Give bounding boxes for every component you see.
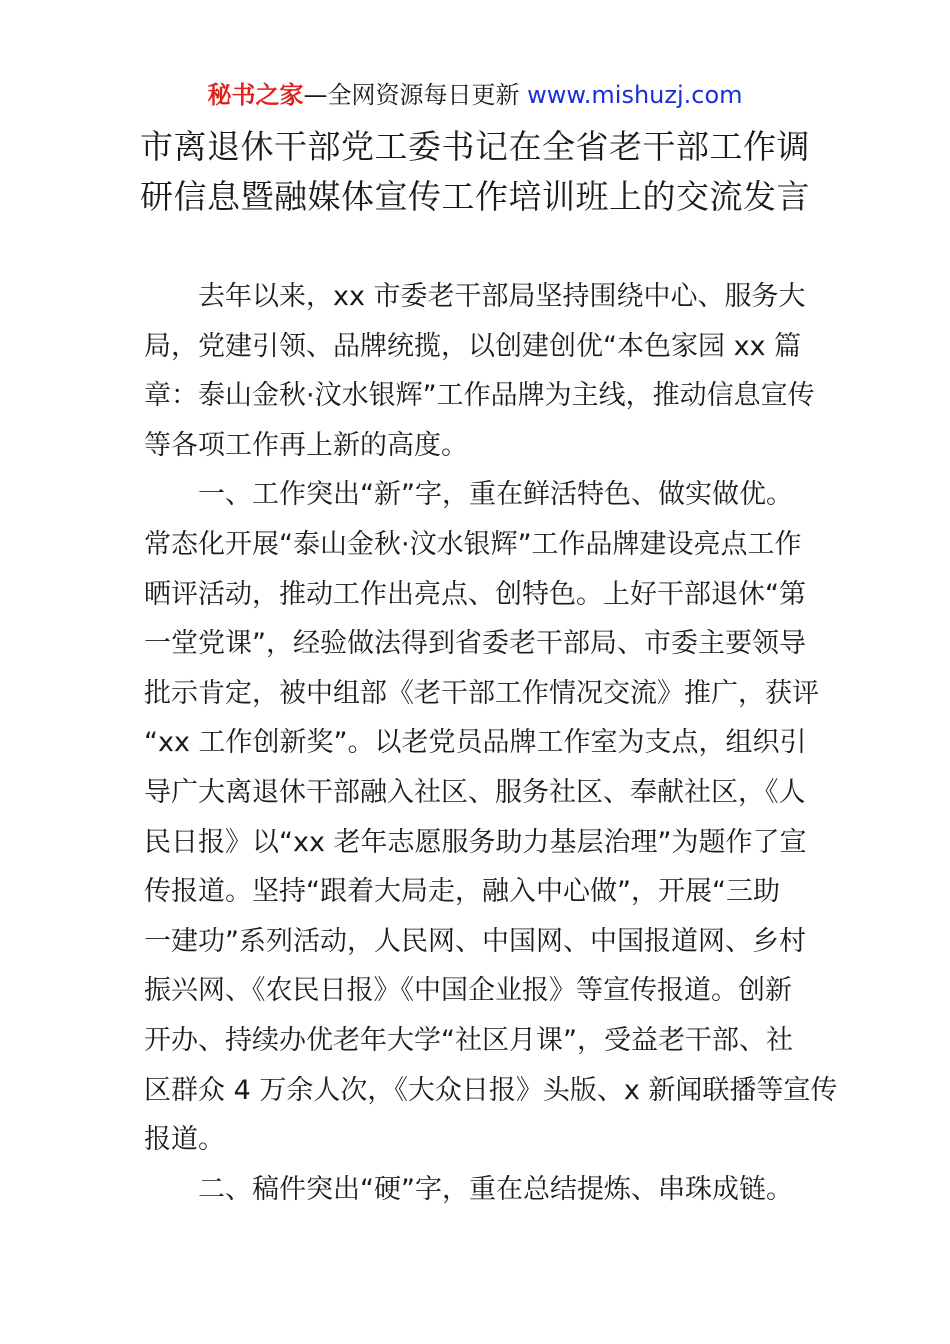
site-header (0, 78, 950, 112)
paragraph (144, 470, 838, 1164)
paragraph (144, 1165, 808, 1215)
text-line: 民日报》以“xx 老年志愿服务助力基层治理”为题作了宣 (144, 826, 807, 858)
text-line: 章：泰山金秋·汶水银辉”工作品牌为主线，推动信息宣传 (144, 380, 815, 412)
site-brand: 秘书之家 (207, 81, 304, 109)
text-line: 二、稿件突出“硬”字，重在总结提炼、串珠成链。 (198, 1173, 793, 1205)
text-line: “xx 工作创新奖”。以老党员品牌工作室为支点，组织引 (144, 727, 807, 759)
text-line: 报道。 (144, 1124, 225, 1156)
text-line: 导广大离退休干部融入社区、服务社区、奉献社区，《人 (144, 776, 806, 808)
text-line: 常态化开展“泰山金秋·汶水银辉”工作品牌建设亮点工作 (144, 528, 802, 560)
text-line: 一堂党课”，经验做法得到省委老干部局、市委主要领导 (144, 628, 806, 660)
paragraph (144, 272, 815, 470)
text-line: 传报道。坚持“跟着大局走，融入中心做”，开展“三助 (144, 876, 780, 908)
text-line: 等各项工作再上新的高度。 (144, 429, 468, 461)
text-line: 区群众 4 万余人次，《大众日报》头版、x 新闻联播等宣传 (144, 1074, 838, 1106)
title-line: 研信息暨融媒体宣传工作培训班上的交流发言 (140, 177, 810, 216)
text-line: 一、工作突出“新”字，重在鲜活特色、做实做优。 (198, 479, 793, 511)
site-tagline: —全网资源每日更新 (303, 81, 520, 109)
text-line: 晒评活动，推动工作出亮点、创特色。上好干部退休“第 (144, 578, 806, 610)
document-title (120, 122, 830, 222)
text-line: 去年以来，xx 市委老干部局坚持围绕中心、服务大 (198, 281, 806, 312)
text-line: 开办、持续办优老年大学“社区月课”，受益老干部、社 (144, 1024, 793, 1056)
text-line: 局，党建引领、品牌统揽，以创建创优“本色家园 xx 篇 (144, 330, 802, 362)
site-url-link[interactable]: www.mishuzj.com (527, 81, 743, 109)
text-line: 一建功”系列活动，人民网、中国网、中国报道网、乡村 (144, 925, 806, 957)
title-line: 市离退休干部党工委书记在全省老干部工作调 (140, 127, 810, 166)
text-line: 批示肯定，被中组部《老干部工作情况交流》推广，获评 (144, 677, 819, 709)
document-body (144, 272, 838, 1214)
text-line: 振兴网、《农民日报》《中国企业报》等宣传报道。创新 (144, 975, 792, 1007)
